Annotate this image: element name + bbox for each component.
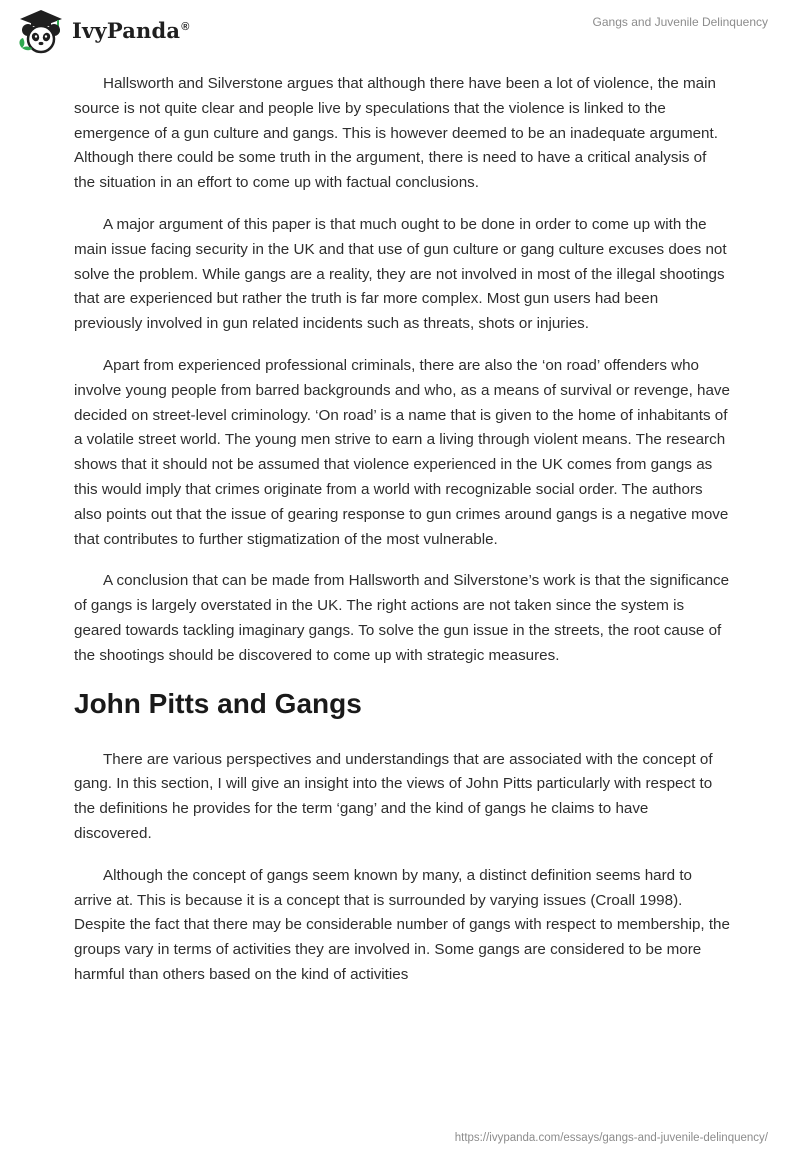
source-url[interactable]: https://ivypanda.com/essays/gangs-and-juvenile-delinquency/ [454, 1132, 768, 1144]
paragraph: A conclusion that can be made from Hallsworth and Silverstone’s work is that the significance of gangs is largely overstated in the UK. The right actions are not taken since the system is geared towards tackling imaginary gangs. To solve the gun issue in the streets, the root cause of the shootings should be discovered to come up with strategic measures. [74, 572, 730, 664]
paragraph: Hallsworth and Silverstone argues that although there have been a lot of violence, the main source is not quite clear and people live by speculations that the violence is linked to the emergence of a gun culture and gangs. This is however deemed to be an inadequate argument. Although there could be some truth in the argument, there is need to have a critical analysis of the situation in an effort to come up with factual conclusions. [74, 75, 718, 192]
paragraph: Although the concept of gangs seem known by many, a distinct definition seems hard to arrive at. This is because it is a concept that is surrounded by varying issues (Croall 1998). Despite the fact that there may be considerable number of gangs with respect to membership, the groups vary in terms of activities they are involved in. Some gangs are considered to be more harmful than others based on the kind of activities [74, 866, 730, 983]
logo-wordmark [72, 18, 190, 43]
document-title: Gangs and Juvenile Delinquency [592, 15, 768, 29]
panda-graduate-icon [16, 8, 66, 54]
logo-name: IvyPanda [72, 17, 181, 43]
essay-body [74, 72, 730, 1005]
ivypanda-logo[interactable] [16, 8, 190, 54]
paragraph: A major argument of this paper is that much ought to be done in order to come up with the main issue facing security in the UK and that use of gun culture or gang culture excuses does not solve the problem. While gangs are a reality, they are not involved in most of the illegal shootings that are experienced but rather the truth is far more complex. Most gun users had been previously involved in gun related incidents such as threats, shots or injuries. [74, 215, 727, 333]
section-heading: John Pitts and Gangs [74, 687, 362, 719]
page-header [0, 0, 800, 64]
registered-mark: ® [181, 20, 190, 33]
paragraph: There are various perspectives and understandings that are associated with the concept of gang. In this section, I will give an insight into the views of John Pitts particularly with respect to the definitions he provides for the term ‘gang’ and the kind of gangs he claims to have discovered. [74, 750, 713, 842]
paragraph: Apart from experienced professional criminals, there are also the ‘on road’ offenders who involve young people from barred backgrounds and who, as a means of survival or revenge, have decided on street-level criminology. ‘On road’ is a name that is given to the home of inhabitants of a volatile street world. The young men strive to earn a living through violent means. The research shows that it should not be assumed that violence experienced in the UK comes from gangs as this would imply that crimes originate from a world with recognizable social order. The authors also points out that the issue of gearing response to gun crimes around gangs is a negative move that contributes to further stigmatization of the most vulnerable. [74, 356, 730, 548]
